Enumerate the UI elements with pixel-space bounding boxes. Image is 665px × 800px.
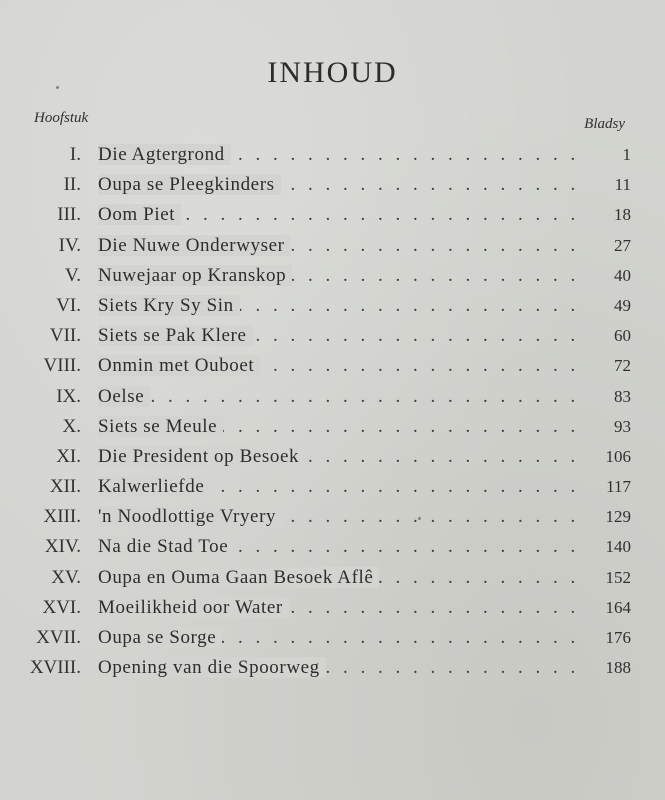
chapter-title-with-leaders	[98, 623, 583, 653]
chapter-column-label: Hoofstuk	[34, 110, 89, 126]
chapter-numeral: XVII.	[36, 627, 81, 648]
page-number: 40	[614, 265, 631, 285]
chapter-title: Onmin met Ouboet	[98, 355, 260, 376]
chapter-title-with-leaders	[98, 321, 583, 351]
toc-row	[0, 321, 665, 351]
toc-row	[0, 502, 665, 532]
chapter-numeral: IX.	[56, 385, 81, 407]
toc-row	[0, 653, 665, 683]
page-title: INHOUD	[267, 56, 398, 89]
chapter-title: Siets se Meule	[98, 416, 223, 437]
chapter-title-with-leaders	[98, 382, 583, 412]
chapter-numeral: V.	[64, 264, 81, 286]
chapter-numeral: XV.	[51, 566, 81, 588]
chapter-title-with-leaders	[98, 442, 583, 472]
chapter-title-with-leaders	[98, 532, 583, 562]
toc-row	[0, 140, 665, 170]
chapter-title: Die Agtergrond	[98, 144, 231, 165]
toc-row	[0, 593, 665, 623]
page-number: 83	[614, 386, 631, 406]
chapter-title: Oupa en Ouma Gaan Besoek Aflê	[98, 567, 379, 588]
chapter-title-with-leaders	[98, 563, 583, 593]
chapter-numeral: I.	[69, 144, 81, 165]
chapter-numeral: XIII.	[43, 506, 81, 528]
toc-row	[0, 200, 665, 230]
chapter-title-with-leaders	[98, 291, 583, 321]
page-number: 27	[614, 235, 631, 255]
chapter-numeral: VI.	[56, 294, 81, 316]
page-number: 152	[605, 567, 631, 587]
chapter-numeral: VII.	[49, 325, 81, 347]
toc-row	[0, 442, 665, 472]
page-number: 60	[614, 326, 631, 346]
page-number: 49	[614, 295, 631, 315]
toc-row	[0, 563, 665, 593]
chapter-title: Opening van die Spoorweg	[98, 657, 326, 678]
page-number: 1	[622, 145, 631, 164]
toc-row	[0, 472, 665, 502]
chapter-title-with-leaders	[98, 140, 583, 170]
toc-row	[0, 291, 665, 321]
chapter-title: 'n Noodlottige Vryery	[98, 506, 282, 527]
chapter-title: Die President op Besoek	[98, 446, 305, 467]
chapter-numeral: XVIII.	[29, 657, 81, 679]
toc-row	[0, 382, 665, 412]
toc-row	[0, 351, 665, 381]
chapter-title-with-leaders	[98, 351, 583, 381]
page-column-label: Bladsy	[584, 116, 625, 132]
toc-row	[0, 261, 665, 291]
chapter-title-with-leaders	[98, 472, 583, 502]
paper-speck	[418, 517, 421, 520]
page-number: 176	[605, 628, 631, 647]
chapter-numeral: XVI.	[42, 596, 81, 618]
chapter-title-with-leaders	[98, 231, 583, 261]
chapter-title: Die Nuwe Onderwyser	[98, 235, 291, 256]
chapter-title: Nuwejaar op Kranskop	[98, 265, 292, 286]
chapter-numeral: XIV.	[44, 536, 81, 558]
chapter-title: Moeilikheid oor Water	[98, 597, 289, 618]
page-number: 18	[614, 205, 631, 225]
chapter-title-with-leaders	[98, 261, 583, 291]
chapter-numeral: XII.	[49, 476, 81, 498]
toc-row	[0, 412, 665, 442]
page-number: 129	[605, 507, 631, 527]
chapter-title: Oelse	[98, 386, 150, 407]
page-number: 106	[605, 446, 631, 466]
page-number: 188	[605, 658, 631, 678]
chapter-title: Oom Piet	[98, 204, 181, 225]
table-of-contents	[0, 140, 665, 683]
chapter-title-with-leaders	[98, 653, 583, 683]
chapter-numeral: XI.	[56, 445, 81, 467]
chapter-title: Siets se Pak Klere	[98, 325, 253, 346]
chapter-title-with-leaders	[98, 412, 583, 442]
page-number: 164	[605, 597, 631, 617]
chapter-title-with-leaders	[98, 170, 583, 200]
chapter-title-with-leaders	[98, 502, 583, 532]
page-number: 140	[605, 537, 631, 557]
chapter-numeral: III.	[57, 204, 81, 226]
chapter-numeral: X.	[62, 415, 81, 437]
chapter-numeral: II.	[63, 174, 81, 196]
chapter-title: Oupa se Pleegkinders	[98, 174, 281, 195]
toc-row	[0, 231, 665, 261]
chapter-title: Kalwerliefde	[98, 476, 210, 497]
page-number: 72	[614, 356, 631, 376]
page-number: 93	[614, 416, 631, 436]
toc-row	[0, 532, 665, 562]
chapter-numeral: VIII.	[43, 355, 81, 377]
toc-row	[0, 170, 665, 200]
chapter-title: Na die Stad Toe	[98, 536, 234, 557]
chapter-title: Oupa se Sorge	[98, 627, 222, 648]
page-number: 117	[606, 477, 631, 497]
chapter-title: Siets Kry Sy Sin	[98, 295, 240, 316]
paper-speck	[56, 86, 59, 89]
toc-row	[0, 623, 665, 653]
page-number: 11	[614, 175, 631, 195]
chapter-title-with-leaders	[98, 200, 583, 230]
chapter-numeral: IV.	[58, 234, 81, 256]
chapter-title-with-leaders	[98, 593, 583, 623]
